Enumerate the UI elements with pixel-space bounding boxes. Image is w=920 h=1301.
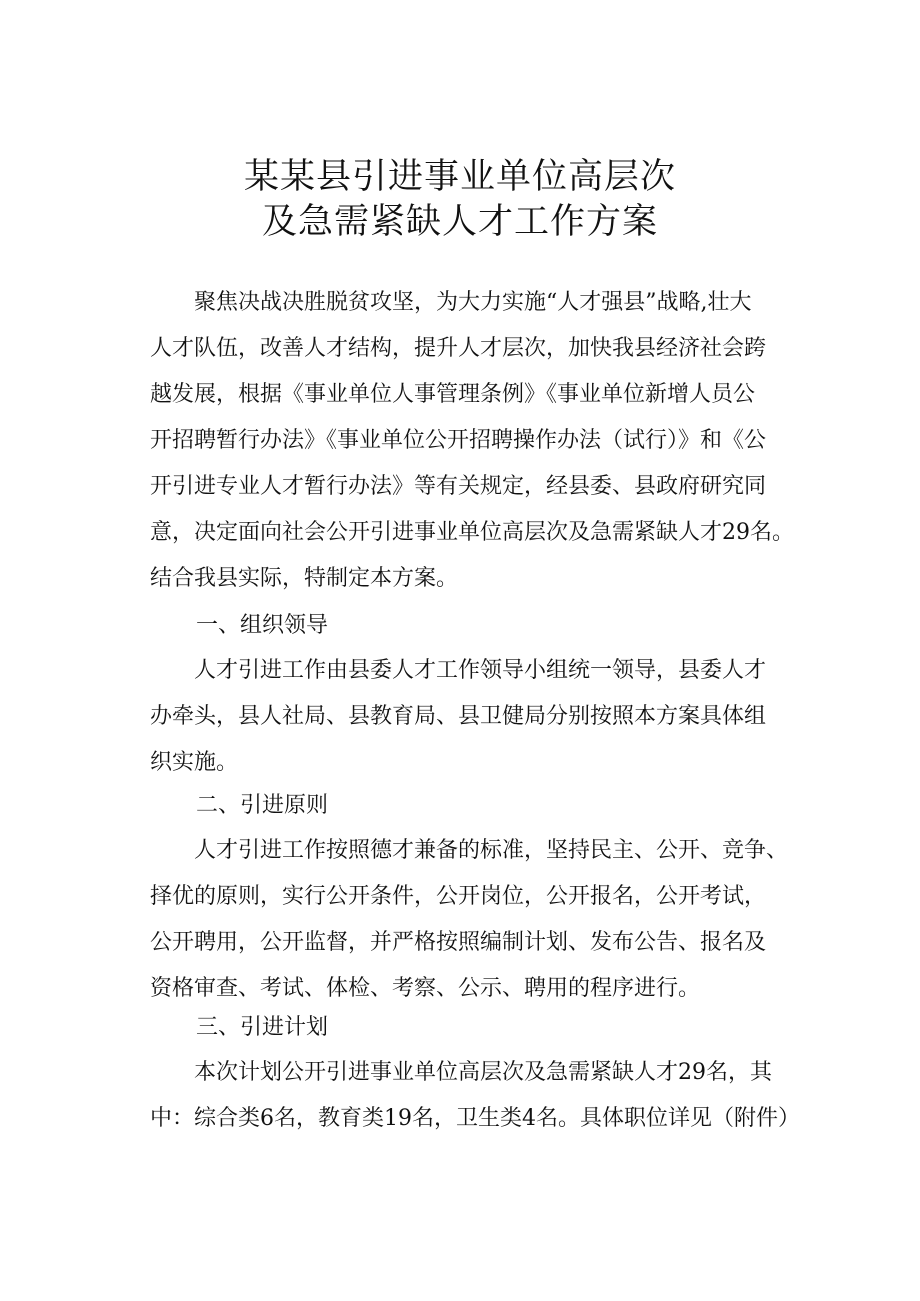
section-heading: 三、引进计划: [196, 1015, 329, 1040]
document-title-line-2: 及急需紧缺人才工作方案: [261, 202, 658, 242]
section-line: 人才引进工作按照德才兼备的标准，坚持民主、公开、竞争、: [150, 838, 789, 863]
intro-line: 意，决定面向社会公开引进事业单位高层次及急需紧缺人才29名。: [150, 520, 794, 545]
section-line: 择优的原则，实行公开条件，公开岗位，公开报名，公开考试，: [150, 884, 767, 909]
section-line: 人才引进工作由县委人才工作领导小组统一领导，县委人才: [150, 658, 767, 683]
intro-line: 开招聘暂行办法》《事业单位公开招聘操作办法（试行）》和《公: [150, 428, 767, 453]
section-line: 织实施。: [150, 750, 239, 775]
section-heading: 一、组织领导: [196, 613, 329, 638]
intro-line: 结合我县实际，特制定本方案。: [150, 566, 459, 591]
document-title-line-1: 某某县引进事业单位高层次: [243, 157, 676, 197]
intro-line: 人才队伍，改善人才结构，提升人才层次，加快我县经济社会跨: [150, 336, 767, 361]
section-line: 资格审查、考试、体检、考察、公示、聘用的程序进行。: [150, 976, 701, 1001]
section-line: 本次计划公开引进事业单位高层次及急需紧缺人才29名，其: [150, 1060, 772, 1085]
section-heading: 二、引进原则: [196, 793, 329, 818]
section-line: 办牵头，县人社局、县教育局、县卫健局分别按照本方案具体组: [150, 704, 767, 729]
intro-line: 越发展，根据《事业单位人事管理条例》《事业单位新增人员公: [150, 382, 756, 407]
section-line: 中：综合类6名，教育类19名，卫生类4名。具体职位详见（附件）: [150, 1106, 800, 1131]
intro-line: 开引进专业人才暂行办法》等有关规定，经县委、县政府研究同: [150, 474, 767, 499]
section-line: 公开聘用，公开监督，并严格按照编制计划、发布公告、报名及: [150, 930, 767, 955]
intro-line: 聚焦决战决胜脱贫攻坚，为大力实施“人才强县”战略,壮大: [150, 290, 752, 315]
